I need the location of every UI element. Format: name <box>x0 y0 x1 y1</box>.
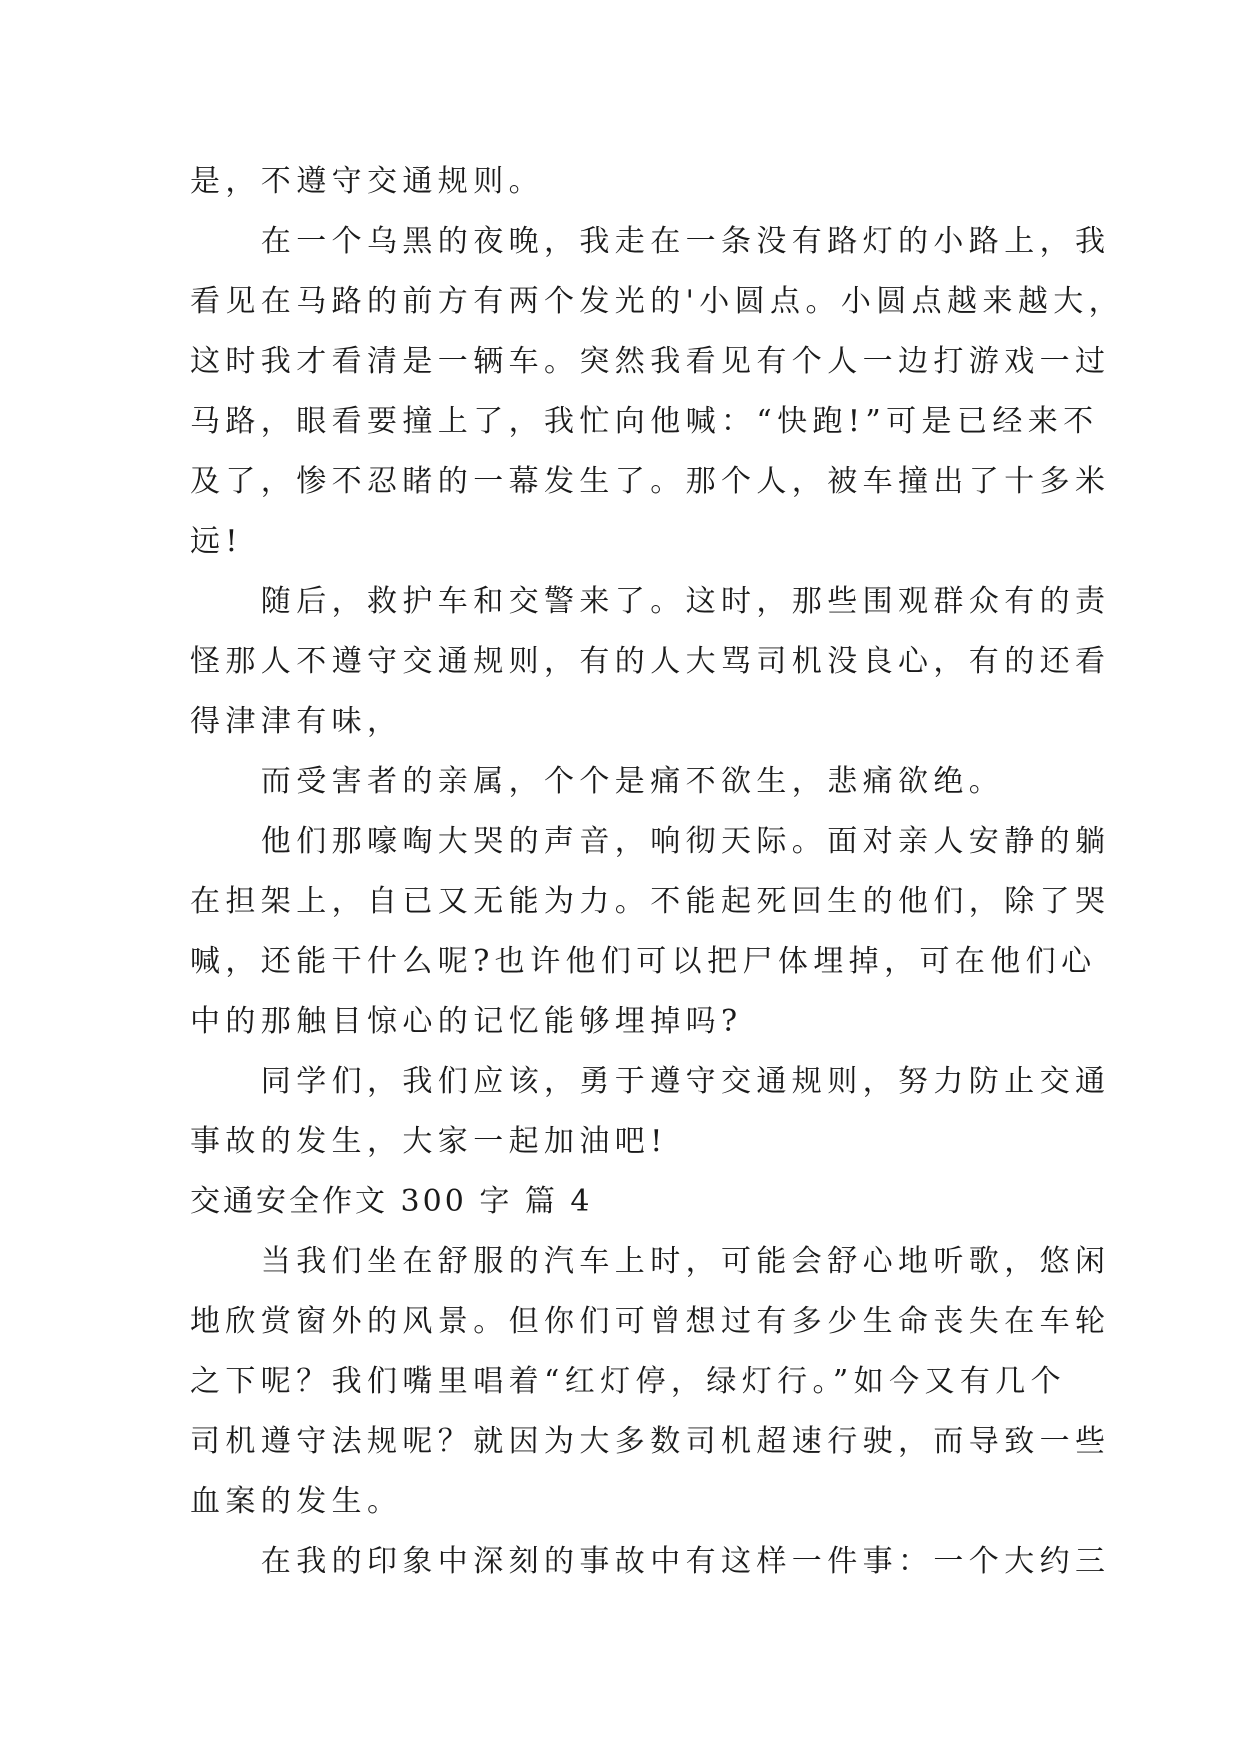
paragraph-line: 在我的印象中深刻的事故中有这样一件事：一个大约三 <box>190 1544 1111 1579</box>
text-line: 司机遵守法规呢？就因为大多数司机超速行驶，而导致一些 <box>190 1424 1111 1459</box>
essay-text <box>190 152 1125 1592</box>
text-line: 这时我才看清是一辆车。突然我看见有个人一边打游戏一过 <box>190 344 1111 379</box>
paragraph-line: 他们那嚎啕大哭的声音，响彻天际。面对亲人安静的躺 <box>190 824 1111 859</box>
text-line: 远! <box>190 524 243 559</box>
section-heading: 交通安全作文 300 字 篇 4 <box>190 1184 593 1219</box>
paragraph-line: 而受害者的亲属，个个是痛不欲生，悲痛欲绝。 <box>190 764 1005 799</box>
text-line: 在担架上，自已又无能为力。不能起死回生的他们，除了哭 <box>190 884 1111 919</box>
text-line: 怪那人不遵守交通规则，有的人大骂司机没良心，有的还看 <box>190 644 1111 679</box>
text-line: 是，不遵守交通规则。 <box>190 164 544 199</box>
text-line: 血案的发生。 <box>190 1484 403 1519</box>
text-line: 之下呢？我们嘴里唱着“红灯停，绿灯行。”如今又有几个 <box>190 1364 1067 1399</box>
text-line: 得津津有味， <box>190 704 403 739</box>
text-line: 地欣赏窗外的风景。但你们可曾想过有多少生命丧失在车轮 <box>190 1304 1111 1339</box>
paragraph-line: 同学们，我们应该，勇于遵守交通规则，努力防止交通 <box>190 1064 1111 1099</box>
text-line: 事故的发生，大家一起加油吧! <box>190 1124 668 1159</box>
paragraph-line: 当我们坐在舒服的汽车上时，可能会舒心地听歌，悠闲 <box>190 1244 1111 1279</box>
paragraph-line: 随后，救护车和交警来了。这时，那些围观群众有的责 <box>190 584 1111 619</box>
text-line: 看见在马路的前方有两个发光的'小圆点。小圆点越来越大， <box>190 284 1125 319</box>
text-line: 及了，惨不忍睹的一幕发生了。那个人，被车撞出了十多米 <box>190 464 1111 499</box>
text-line: 喊，还能干什么呢?也许他们可以把尸体埋掉，可在他们心 <box>190 944 1097 979</box>
text-line: 马路，眼看要撞上了，我忙向他喊：“快跑!”可是已经来不 <box>190 404 1099 439</box>
text-line: 中的那触目惊心的记忆能够埋掉吗? <box>190 1004 743 1039</box>
paragraph-line: 在一个乌黑的夜晚，我走在一条没有路灯的小路上，我 <box>190 224 1111 259</box>
